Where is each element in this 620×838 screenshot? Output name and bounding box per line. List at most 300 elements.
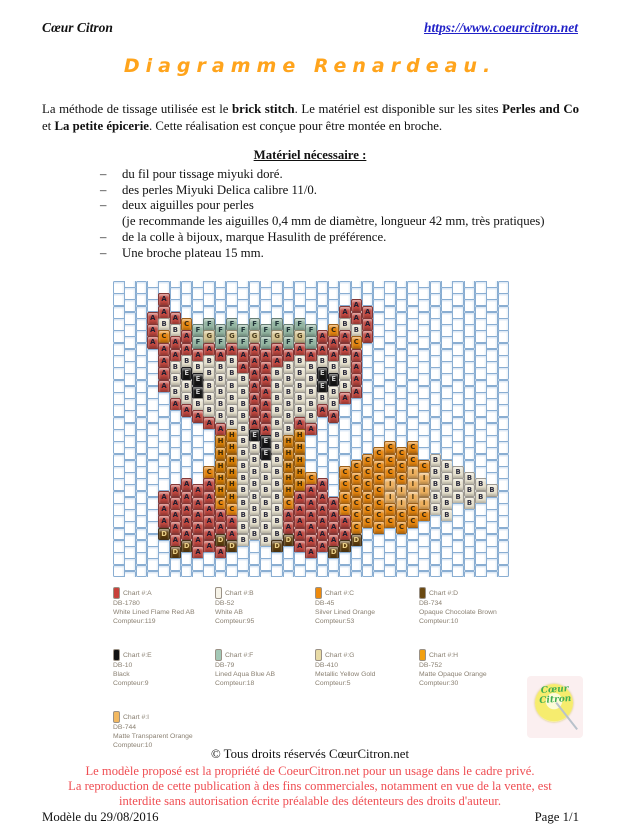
bead-empty [124,558,136,571]
bead-empty [124,571,136,577]
bead-count: Compteur:30 [419,680,459,687]
bead-empty [328,447,340,460]
bead-empty [384,380,396,393]
bead-empty [486,571,498,577]
bead-empty [351,398,363,411]
bead-B: B [305,386,317,399]
bead-empty [441,410,453,423]
bead-empty [464,509,476,522]
bead-A: A [294,503,306,516]
bead-empty [294,306,306,319]
bead-B: B [430,491,442,504]
bead-empty [373,299,385,312]
bead-empty [486,386,498,399]
bead-B: B [215,361,227,374]
bead-empty [351,447,363,460]
bead-empty [362,404,374,417]
list-dash: – [100,245,107,260]
bead-empty [396,571,408,577]
bead-empty [452,417,464,430]
bead-A: A [328,534,340,547]
bead-empty [158,281,170,294]
bead-empty [305,287,317,300]
bead-empty [305,571,317,577]
bead-empty [124,460,136,473]
bead-B: B [317,355,329,368]
bead-empty [441,398,453,411]
bead-empty [136,540,148,553]
bead-empty [430,343,442,356]
legal-notice [0,764,620,809]
material-item-text: Une broche plateau 15 mm. [122,245,264,260]
bead-empty [452,454,464,467]
bead-empty [362,429,374,442]
bead-B: B [203,355,215,368]
bead-A: A [260,349,272,362]
bead-B: B [181,392,193,405]
bead-empty [396,361,408,374]
bead-I: I [418,484,430,497]
bead-color-icon [215,587,222,599]
bead-empty [452,330,464,343]
bead-empty [475,552,487,565]
bead-empty [373,349,385,362]
bead-B: B [283,361,295,374]
bead-empty [418,398,430,411]
bead-F: F [305,324,317,337]
bead-empty [407,528,419,541]
bead-F: F [305,336,317,349]
bead-empty [452,565,464,577]
bead-B: B [271,380,283,393]
bead-A: A [181,478,193,491]
bead-empty [384,330,396,343]
bead-B: B [237,497,249,510]
bead-empty [464,460,476,473]
bead-I: I [396,484,408,497]
bead-empty [373,287,385,300]
bead-empty [475,466,487,479]
bead-B: B [441,484,453,497]
bead-B: B [271,466,283,479]
bead-empty [362,528,374,541]
bead-empty [430,565,442,577]
bead-empty [498,355,509,368]
bead-empty [124,386,136,399]
bead-code: DB-410 [315,662,339,669]
bead-B: B [249,466,261,479]
bead-B: B [260,534,272,547]
bead-empty [181,281,193,294]
bead-empty [452,355,464,368]
bead-empty [396,398,408,411]
bead-empty [486,349,498,362]
brand-name: Cœur Citron [42,20,113,35]
bead-C: C [339,491,351,504]
bead-B: B [475,478,487,491]
bead-color-name: Matte Opaque Orange [419,671,487,678]
bead-empty [486,287,498,300]
bead-empty [124,423,136,436]
bead-empty [464,299,476,312]
bead-H: H [226,491,238,504]
bead-empty [498,441,509,454]
bead-A: A [147,312,159,325]
bead-empty [475,404,487,417]
bead-C: C [362,503,374,516]
bead-E: E [317,380,329,393]
bead-empty [486,361,498,374]
bead-H: H [283,447,295,460]
bead-empty [170,287,182,300]
bead-empty [373,435,385,448]
bead-empty [113,528,125,541]
bead-C: C [362,478,374,491]
bead-A: A [170,497,182,510]
bead-empty [452,552,464,565]
bead-empty [158,404,170,417]
bead-empty [407,565,419,577]
bead-A: A [158,503,170,516]
bead-empty [384,417,396,430]
bead-empty [192,287,204,300]
bead-B: B [249,454,261,467]
bead-B: B [271,417,283,430]
bead-empty [384,565,396,577]
bead-empty [362,293,374,306]
bead-empty [407,355,419,368]
bead-empty [407,306,419,319]
bead-A: A [170,398,182,411]
bead-empty [113,429,125,442]
bead-A: A [181,343,193,356]
bead-code: DB-45 [315,600,335,607]
bead-empty [124,509,136,522]
bead-empty [464,398,476,411]
bead-B: B [237,373,249,386]
bead-count: Compteur:10 [113,742,153,749]
bead-empty [339,293,351,306]
bead-C: C [373,509,385,522]
bead-A: A [249,392,261,405]
bead-empty [147,361,159,374]
bead-B: B [271,454,283,467]
bead-empty [441,373,453,386]
bead-empty [136,306,148,319]
bead-empty [260,299,272,312]
bead-empty [452,528,464,541]
bead-C: C [362,491,374,504]
bead-empty [498,515,509,528]
bead-empty [113,466,125,479]
bead-count: Compteur:5 [315,680,351,687]
bead-empty [249,565,261,577]
legal-line-3: interdite sans autorisation écrite préalable des détenteurs des droits d'auteur. [118,794,502,808]
bead-empty [283,558,295,571]
bead-chart [113,281,509,577]
bead-C: C [181,318,193,331]
bead-A: A [203,491,215,504]
bead-empty [464,287,476,300]
bead-empty [305,299,317,312]
bead-empty [418,558,430,571]
bead-empty [136,503,148,516]
bead-B: B [249,478,261,491]
bead-empty [113,281,125,294]
bead-empty [396,349,408,362]
page-number: Page 1/1 [534,810,579,824]
bead-empty [158,417,170,430]
bead-C: C [351,336,363,349]
bead-A: A [147,336,159,349]
bead-F: F [226,318,238,331]
material-item [100,183,580,199]
bead-A: A [305,484,317,497]
bead-empty [226,306,238,319]
bead-empty [317,454,329,467]
bead-empty [396,534,408,547]
bead-empty [237,558,249,571]
bead-empty [226,293,238,306]
bead-B: B [271,429,283,442]
bead-empty [452,318,464,331]
bead-empty [113,565,125,577]
bead-empty [203,429,215,442]
bead-empty [396,336,408,349]
bead-B: B [271,404,283,417]
bead-empty [486,558,498,571]
bead-empty [441,312,453,325]
bead-empty [124,484,136,497]
bead-empty [136,367,148,380]
bead-A: A [170,534,182,547]
bead-empty [203,441,215,454]
bead-B: B [249,515,261,528]
bead-empty [486,324,498,337]
bead-C: C [384,441,396,454]
bead-H: H [226,466,238,479]
bead-empty [498,417,509,430]
bead-F: F [283,336,295,349]
legend-entry-E [113,649,215,711]
bead-code: DB-1780 [113,600,140,607]
bead-empty [124,312,136,325]
bead-A: A [226,515,238,528]
bead-empty [328,312,340,325]
bead-code: DB-744 [113,724,137,731]
list-dash: – [100,167,107,181]
bead-empty [170,423,182,436]
bead-A: A [351,386,363,399]
legend [113,587,589,773]
bead-empty [498,552,509,565]
bead-H: H [283,472,295,485]
bead-B: B [283,373,295,386]
bead-B: B [170,324,182,337]
bead-empty [283,287,295,300]
bead-empty [475,306,487,319]
bead-B: B [339,318,351,331]
bead-F: F [192,324,204,337]
bead-A: A [317,515,329,528]
bead-empty [430,540,442,553]
bead-empty [464,312,476,325]
bead-empty [373,361,385,374]
bead-color-name: Metallic Yellow Gold [315,671,376,678]
bead-empty [136,330,148,343]
bead-B: B [226,355,238,368]
bead-empty [215,287,227,300]
bead-C: C [407,503,419,516]
bead-empty [136,528,148,541]
bead-empty [418,336,430,349]
bead-empty [384,404,396,417]
bead-A: A [339,306,351,319]
bead-I: I [407,466,419,479]
bead-empty [384,528,396,541]
bead-empty [317,417,329,430]
bead-empty [351,287,363,300]
bead-B: B [237,521,249,534]
bead-empty [407,540,419,553]
bead-empty [362,552,374,565]
bead-G: G [271,330,283,343]
bead-empty [136,565,148,577]
bead-C: C [158,330,170,343]
bead-color-icon [419,587,426,599]
bead-A: A [249,367,261,380]
bead-D: D [271,540,283,553]
bead-empty [147,460,159,473]
bead-F: F [237,336,249,349]
bead-B: B [283,386,295,399]
bead-A: A [181,404,193,417]
bead-empty [226,552,238,565]
bead-C: C [418,460,430,473]
coeur-citron-logo [527,676,583,738]
bead-A: A [328,509,340,522]
bead-A: A [294,528,306,541]
bead-empty [384,429,396,442]
bead-A: A [294,540,306,553]
bead-empty [351,546,363,559]
bead-empty [215,571,227,577]
website-link[interactable]: https://www.coeurcitron.net [423,20,578,35]
bead-B: B [441,460,453,473]
bead-empty [147,287,159,300]
bead-empty [328,435,340,448]
bead-empty [373,324,385,337]
bead-empty [203,565,215,577]
bead-C: C [384,503,396,516]
bead-empty [136,429,148,442]
bead-empty [317,552,329,565]
bead-empty [147,546,159,559]
bead-empty [396,373,408,386]
bead-empty [441,447,453,460]
bead-A: A [294,417,306,430]
bead-A: A [158,293,170,306]
bead-color-name: White AB [215,609,243,616]
bead-A: A [170,349,182,362]
bead-B: B [305,398,317,411]
bead-empty [158,540,170,553]
bead-C: C [384,515,396,528]
bead-empty [464,361,476,374]
bead-C: C [373,460,385,473]
bead-empty [192,447,204,460]
bead-empty [339,404,351,417]
bead-empty [305,558,317,571]
bead-H: H [215,447,227,460]
legend-entry-G [315,649,419,711]
bead-A: A [158,306,170,319]
bead-empty [384,343,396,356]
bead-A: A [147,324,159,337]
bead-empty [305,460,317,473]
bead-A: A [351,349,363,362]
bead-code: DB-10 [113,662,133,669]
bead-H: H [215,460,227,473]
bead-F: F [260,324,272,337]
bead-A: A [328,497,340,510]
bead-empty [430,552,442,565]
bead-A: A [362,306,374,319]
bead-empty [328,460,340,473]
bead-A: A [283,521,295,534]
bead-color-name: Black [113,671,130,678]
bead-empty [464,373,476,386]
bead-empty [430,367,442,380]
bead-B: B [441,497,453,510]
bead-empty [170,447,182,460]
bead-A: A [305,349,317,362]
bead-empty [192,423,204,436]
bead-B: B [271,503,283,516]
bead-A: A [181,503,193,516]
bead-empty [396,312,408,325]
intro-paragraph [42,101,579,134]
intro-bold-segment: Perles and Co [502,102,579,116]
bead-empty [498,466,509,479]
bead-F: F [271,318,283,331]
bead-H: H [283,460,295,473]
logo-text-line2: Citron [539,693,572,707]
bead-color-icon [113,711,120,723]
bead-empty [136,380,148,393]
bead-A: A [203,540,215,553]
bead-empty [498,392,509,405]
bead-empty [384,355,396,368]
bead-B: B [271,515,283,528]
bead-B: B [170,386,182,399]
bead-C: C [396,460,408,473]
bead-A: A [317,404,329,417]
bottom-row [42,810,579,825]
bead-empty [260,558,272,571]
model-date: Modèle du 29/08/2016 [42,810,159,824]
bead-empty [339,441,351,454]
bead-empty [170,571,182,577]
bead-empty [373,534,385,547]
bead-empty [486,546,498,559]
bead-empty [136,441,148,454]
bead-I: I [407,491,419,504]
bead-B: B [260,472,272,485]
bead-empty [373,423,385,436]
bead-empty [124,435,136,448]
bead-empty [158,441,170,454]
